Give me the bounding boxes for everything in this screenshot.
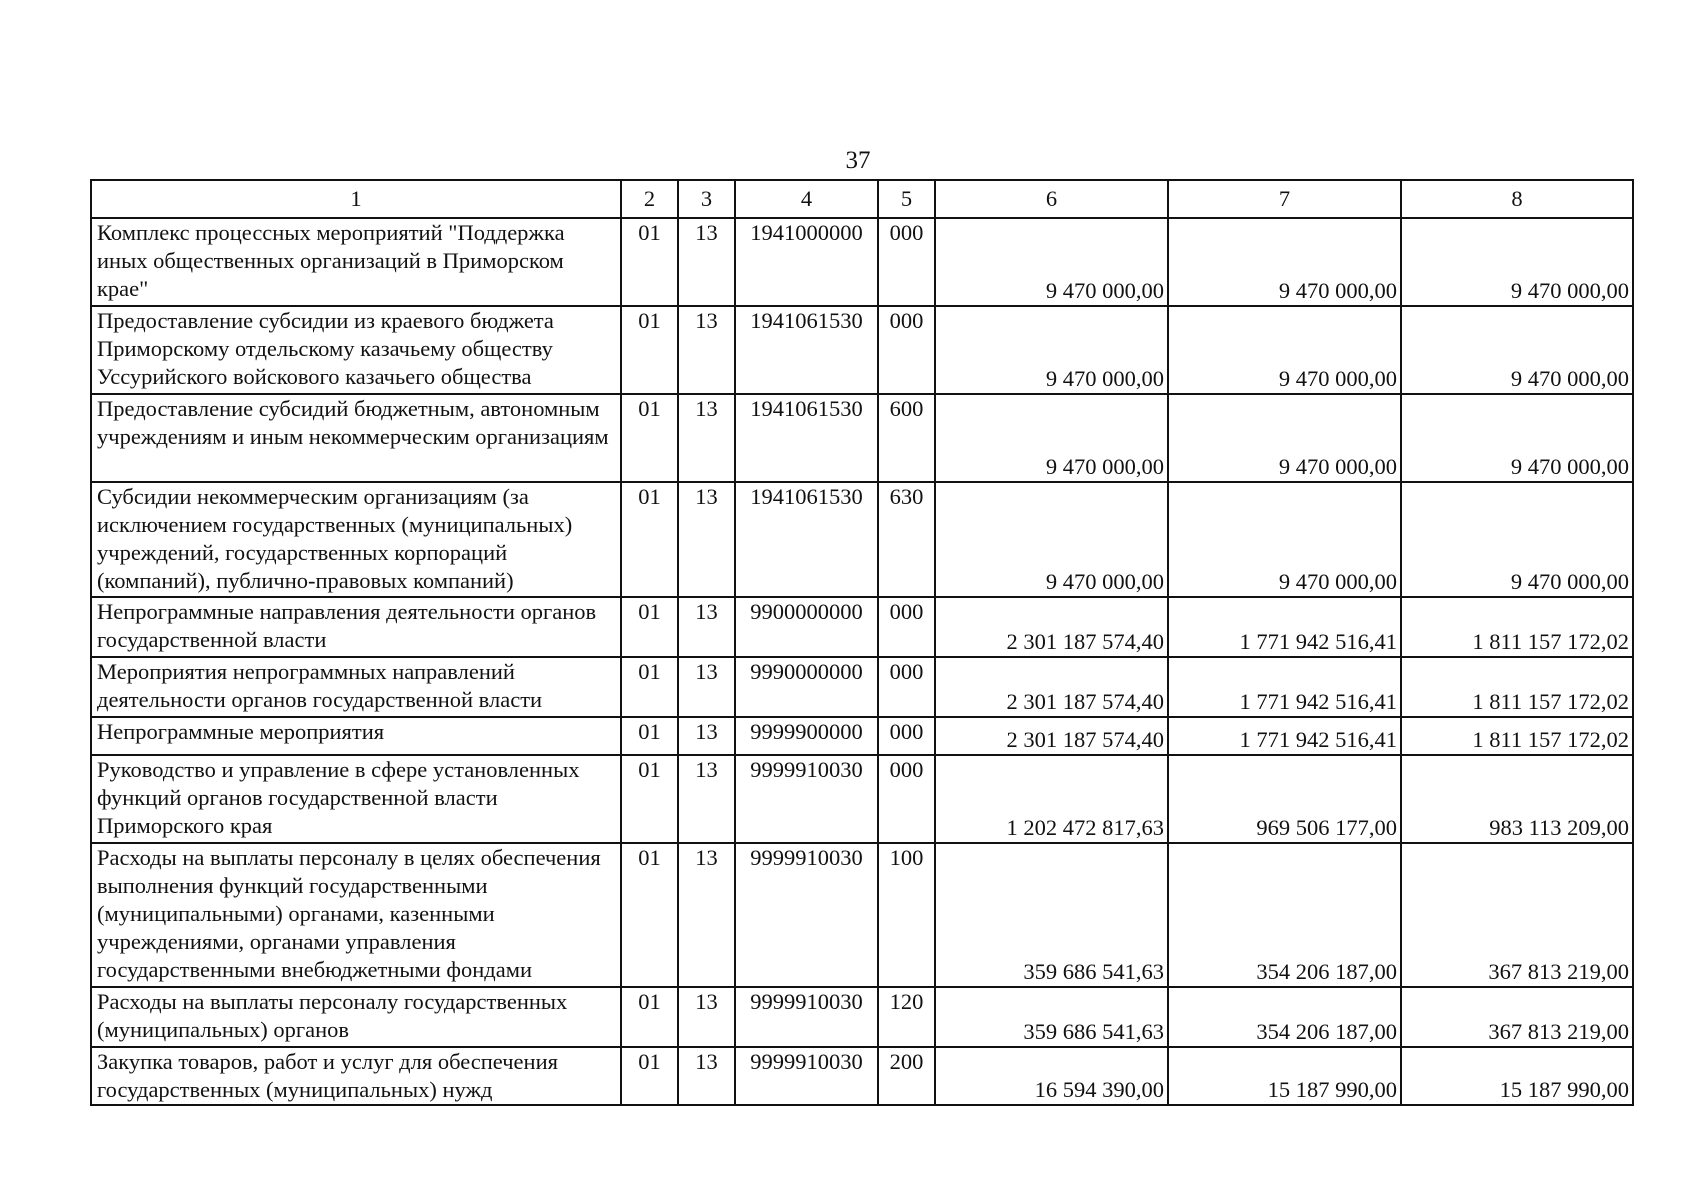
- row-name-cell: Мероприятия непрограммных направлений деятельности органов государственной власти: [91, 657, 621, 717]
- amount-cell-col7: 354 206 187,00: [1168, 987, 1401, 1047]
- section-code-cell: 01: [621, 306, 678, 394]
- row-name-cell: Комплекс процессных мероприятий "Поддержка иных общественных организаций в Приморском крае": [91, 218, 621, 306]
- amount-cell-col7: 1 771 942 516,41: [1168, 597, 1401, 657]
- expense-type-cell: 630: [878, 482, 935, 597]
- subsection-code-cell: 13: [678, 597, 735, 657]
- row-name-cell: Предоставление субсидий бюджетным, автономным учреждениям и иным некоммерческим организациям: [91, 394, 621, 482]
- section-code-cell: 01: [621, 394, 678, 482]
- column-header: 3: [678, 180, 735, 218]
- target-code-cell: 1941061530: [735, 394, 878, 482]
- table-row: [91, 987, 1633, 1047]
- subsection-code-cell: 13: [678, 717, 735, 755]
- column-header: 5: [878, 180, 935, 218]
- row-name-cell: Предоставление субсидии из краевого бюджета Приморскому отдельскому казачьему обществу Уссурийского войскового казачьего общества: [91, 306, 621, 394]
- expense-type-cell: 000: [878, 597, 935, 657]
- column-header: 7: [1168, 180, 1401, 218]
- column-header: 6: [935, 180, 1168, 218]
- table-row: [91, 657, 1633, 717]
- target-code-cell: 9990000000: [735, 657, 878, 717]
- section-code-cell: 01: [621, 1047, 678, 1105]
- table-row: [91, 394, 1633, 482]
- amount-cell-col8: 15 187 990,00: [1401, 1047, 1633, 1105]
- amount-cell-col8: 1 811 157 172,02: [1401, 657, 1633, 717]
- row-name-cell: Расходы на выплаты персоналу государственных (муниципальных) органов: [91, 987, 621, 1047]
- section-code-cell: 01: [621, 717, 678, 755]
- table-row: [91, 717, 1633, 755]
- expense-type-cell: 100: [878, 843, 935, 987]
- amount-cell-col8: 367 813 219,00: [1401, 987, 1633, 1047]
- amount-cell-col6: 16 594 390,00: [935, 1047, 1168, 1105]
- section-code-cell: 01: [621, 755, 678, 843]
- amount-cell-col6: 2 301 187 574,40: [935, 657, 1168, 717]
- section-code-cell: 01: [621, 597, 678, 657]
- section-code-cell: 01: [621, 843, 678, 987]
- row-name-cell: Расходы на выплаты персоналу в целях обеспечения выполнения функций государственными (муниципальными) органами, казенными учреждениями, органами управления государственными внебюджетными фондами: [91, 843, 621, 987]
- row-name-cell: Непрограммные мероприятия: [91, 717, 621, 755]
- amount-cell-col6: 2 301 187 574,40: [935, 597, 1168, 657]
- section-code-cell: 01: [621, 482, 678, 597]
- amount-cell-col8: 983 113 209,00: [1401, 755, 1633, 843]
- amount-cell-col7: 1 771 942 516,41: [1168, 717, 1401, 755]
- target-code-cell: 9999910030: [735, 1047, 878, 1105]
- amount-cell-col8: 9 470 000,00: [1401, 218, 1633, 306]
- amount-cell-col8: 1 811 157 172,02: [1401, 717, 1633, 755]
- subsection-code-cell: 13: [678, 218, 735, 306]
- amount-cell-col8: 9 470 000,00: [1401, 394, 1633, 482]
- table-row: [91, 306, 1633, 394]
- amount-cell-col8: 367 813 219,00: [1401, 843, 1633, 987]
- row-name-cell: Руководство и управление в сфере установленных функций органов государственной власти Приморского края: [91, 755, 621, 843]
- subsection-code-cell: 13: [678, 394, 735, 482]
- amount-cell-col8: 9 470 000,00: [1401, 306, 1633, 394]
- expense-type-cell: 200: [878, 1047, 935, 1105]
- target-code-cell: 9999910030: [735, 755, 878, 843]
- budget-table: [90, 179, 1634, 1106]
- table-header-row: [91, 180, 1633, 218]
- target-code-cell: 9999910030: [735, 843, 878, 987]
- amount-cell-col6: 9 470 000,00: [935, 218, 1168, 306]
- amount-cell-col6: 359 686 541,63: [935, 843, 1168, 987]
- amount-cell-col6: 9 470 000,00: [935, 482, 1168, 597]
- amount-cell-col7: 9 470 000,00: [1168, 306, 1401, 394]
- amount-cell-col8: 9 470 000,00: [1401, 482, 1633, 597]
- amount-cell-col7: 1 771 942 516,41: [1168, 657, 1401, 717]
- row-name-cell: Субсидии некоммерческим организациям (за исключением государственных (муниципальных) учреждений, государственных корпораций (компаний), публично-правовых компаний): [91, 482, 621, 597]
- section-code-cell: 01: [621, 657, 678, 717]
- table-row: [91, 755, 1633, 843]
- expense-type-cell: 600: [878, 394, 935, 482]
- amount-cell-col7: 9 470 000,00: [1168, 218, 1401, 306]
- table-row: [91, 218, 1633, 306]
- section-code-cell: 01: [621, 218, 678, 306]
- expense-type-cell: 120: [878, 987, 935, 1047]
- subsection-code-cell: 13: [678, 1047, 735, 1105]
- target-code-cell: 9999900000: [735, 717, 878, 755]
- target-code-cell: 9999910030: [735, 987, 878, 1047]
- subsection-code-cell: 13: [678, 482, 735, 597]
- table-row: [91, 1047, 1633, 1105]
- expense-type-cell: 000: [878, 717, 935, 755]
- target-code-cell: 9900000000: [735, 597, 878, 657]
- subsection-code-cell: 13: [678, 843, 735, 987]
- column-header: 1: [91, 180, 621, 218]
- expense-type-cell: 000: [878, 218, 935, 306]
- target-code-cell: 1941000000: [735, 218, 878, 306]
- amount-cell-col6: 359 686 541,63: [935, 987, 1168, 1047]
- amount-cell-col6: 9 470 000,00: [935, 394, 1168, 482]
- amount-cell-col7: 9 470 000,00: [1168, 394, 1401, 482]
- subsection-code-cell: 13: [678, 755, 735, 843]
- amount-cell-col7: 9 470 000,00: [1168, 482, 1401, 597]
- expense-type-cell: 000: [878, 306, 935, 394]
- amount-cell-col7: 354 206 187,00: [1168, 843, 1401, 987]
- table-row: [91, 843, 1633, 987]
- target-code-cell: 1941061530: [735, 306, 878, 394]
- column-header: 8: [1401, 180, 1633, 218]
- amount-cell-col6: 2 301 187 574,40: [935, 717, 1168, 755]
- row-name-cell: Непрограммные направления деятельности органов государственной власти: [91, 597, 621, 657]
- expense-type-cell: 000: [878, 755, 935, 843]
- page-number: 37: [845, 147, 871, 174]
- expense-type-cell: 000: [878, 657, 935, 717]
- row-name-cell: Закупка товаров, работ и услуг для обеспечения государственных (муниципальных) нужд: [91, 1047, 621, 1105]
- amount-cell-col6: 1 202 472 817,63: [935, 755, 1168, 843]
- table-row: [91, 597, 1633, 657]
- amount-cell-col8: 1 811 157 172,02: [1401, 597, 1633, 657]
- target-code-cell: 1941061530: [735, 482, 878, 597]
- column-header: 2: [621, 180, 678, 218]
- table-row: [91, 482, 1633, 597]
- subsection-code-cell: 13: [678, 657, 735, 717]
- section-code-cell: 01: [621, 987, 678, 1047]
- column-header: 4: [735, 180, 878, 218]
- subsection-code-cell: 13: [678, 306, 735, 394]
- subsection-code-cell: 13: [678, 987, 735, 1047]
- amount-cell-col7: 969 506 177,00: [1168, 755, 1401, 843]
- amount-cell-col7: 15 187 990,00: [1168, 1047, 1401, 1105]
- amount-cell-col6: 9 470 000,00: [935, 306, 1168, 394]
